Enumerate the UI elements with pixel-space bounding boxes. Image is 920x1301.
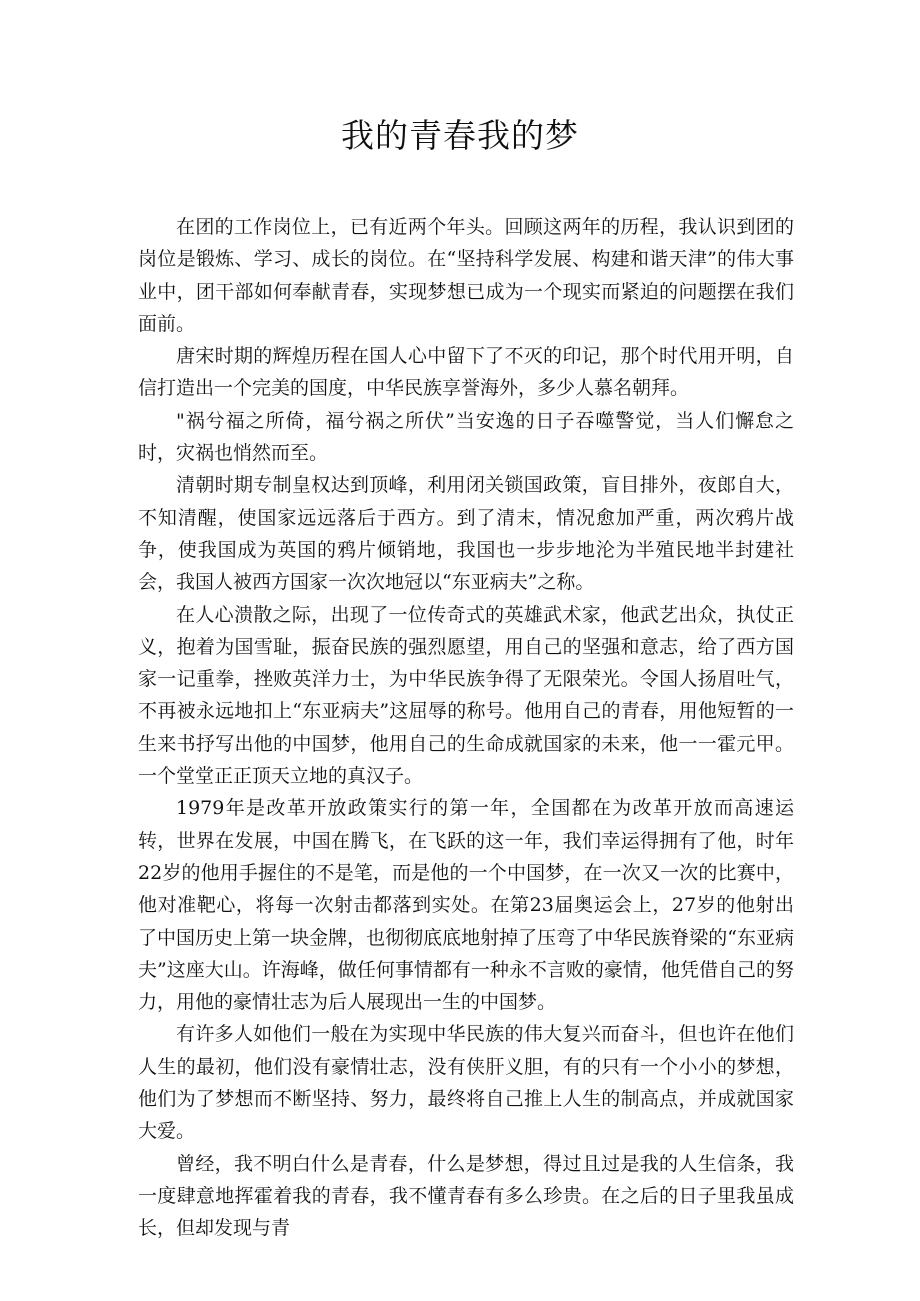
document-body	[138, 211, 794, 1245]
paragraph-5: 在人心溃散之际，出现了一位传奇式的英雄武术家，他武艺出众，执仗正义，抱着为国雪耻，振奋民族的强烈愿望，用自己的坚强和意志，给了西方国家一记重拳，挫败英洋力士，为中华民族争得了无限荣光。令国人扬眉吐气，不再被永远地扣上“东亚病夫”这屈辱的称号。他用自己的青春，用他短暂的一生来书抒写出他的中国梦，他用自己的生命成就国家的未来，他一一霍元甲。一个堂堂正正顶天立地的真汉子。	[138, 603, 794, 788]
paragraph-7: 有许多人如他们一般在为实现中华民族的伟大复兴而奋斗，但也许在他们人生的最初，他们没有豪情壮志，没有侠肝义胆，有的只有一个小小的梦想，他们为了梦想而不断坚持、努力，最终将自己推上人生的制高点，并成就国家大爱。	[138, 1023, 794, 1143]
paragraph-8: 曾经，我不明白什么是青春，什么是梦想，得过且过是我的人生信条，我一度肆意地挥霍着我的青春，我不懂青春有多么珍贵。在之后的日子里我虽成长，但却发现与青	[138, 1152, 794, 1240]
document-title: 我的青春我的梦	[341, 116, 579, 155]
paragraph-1: 在团的工作岗位上，已有近两个年头。回顾这两年的历程，我认识到团的岗位是锻炼、学习、成长的岗位。在“坚持科学发展、构建和谐天津”的伟大事业中，团干部如何奉献青春，实现梦想已成为一个现实而紧迫的问题摆在我们面前。	[138, 216, 794, 335]
paragraph-4: 清朝时期专制皇权达到顶峰，利用闭关锁国政策，盲目排外，夜郎自大，不知清醒，使国家远远落后于西方。到了清末，情况愈加严重，两次鸦片战争，使我国成为英国的鸦片倾销地，我国也一步步地沦为半殖民地半封建社会，我国人被西方国家一次次地冠以“东亚病夫”之称。	[138, 474, 794, 594]
paragraph-3: "祸兮福之所倚，福兮祸之所伏”当安逸的日子吞噬警觉，当人们懈怠之时，灾祸也悄然而至。	[138, 409, 794, 465]
paragraph-6: 1979年是改革开放政策实行的第一年，全国都在为改革开放而高速运转，世界在发展，中国在腾飞，在飞跃的这一年，我们幸运得拥有了他，时年22岁的他用手握住的不是笔，而是他的一个中国梦，在一次又一次的比赛中，他对准靶心，将每一次射击都落到实处。在第23届奥运会上，27岁的他射出了中国历史上第一块金牌，也彻彻底底地射掉了压弯了中华民族脊梁的“东亚病夫”这座大山。许海峰，做任何事情都有一种永不言败的豪情，他凭借自己的努力，用他的豪情壮志为后人展现出一生的中国梦。	[138, 797, 794, 1014]
paragraph-2: 唐宋时期的辉煌历程在国人心中留下了不灭的印记，那个时代用开明，自信打造出一个完美的国度，中华民族享誉海外，多少人慕名朝拜。	[138, 345, 794, 400]
